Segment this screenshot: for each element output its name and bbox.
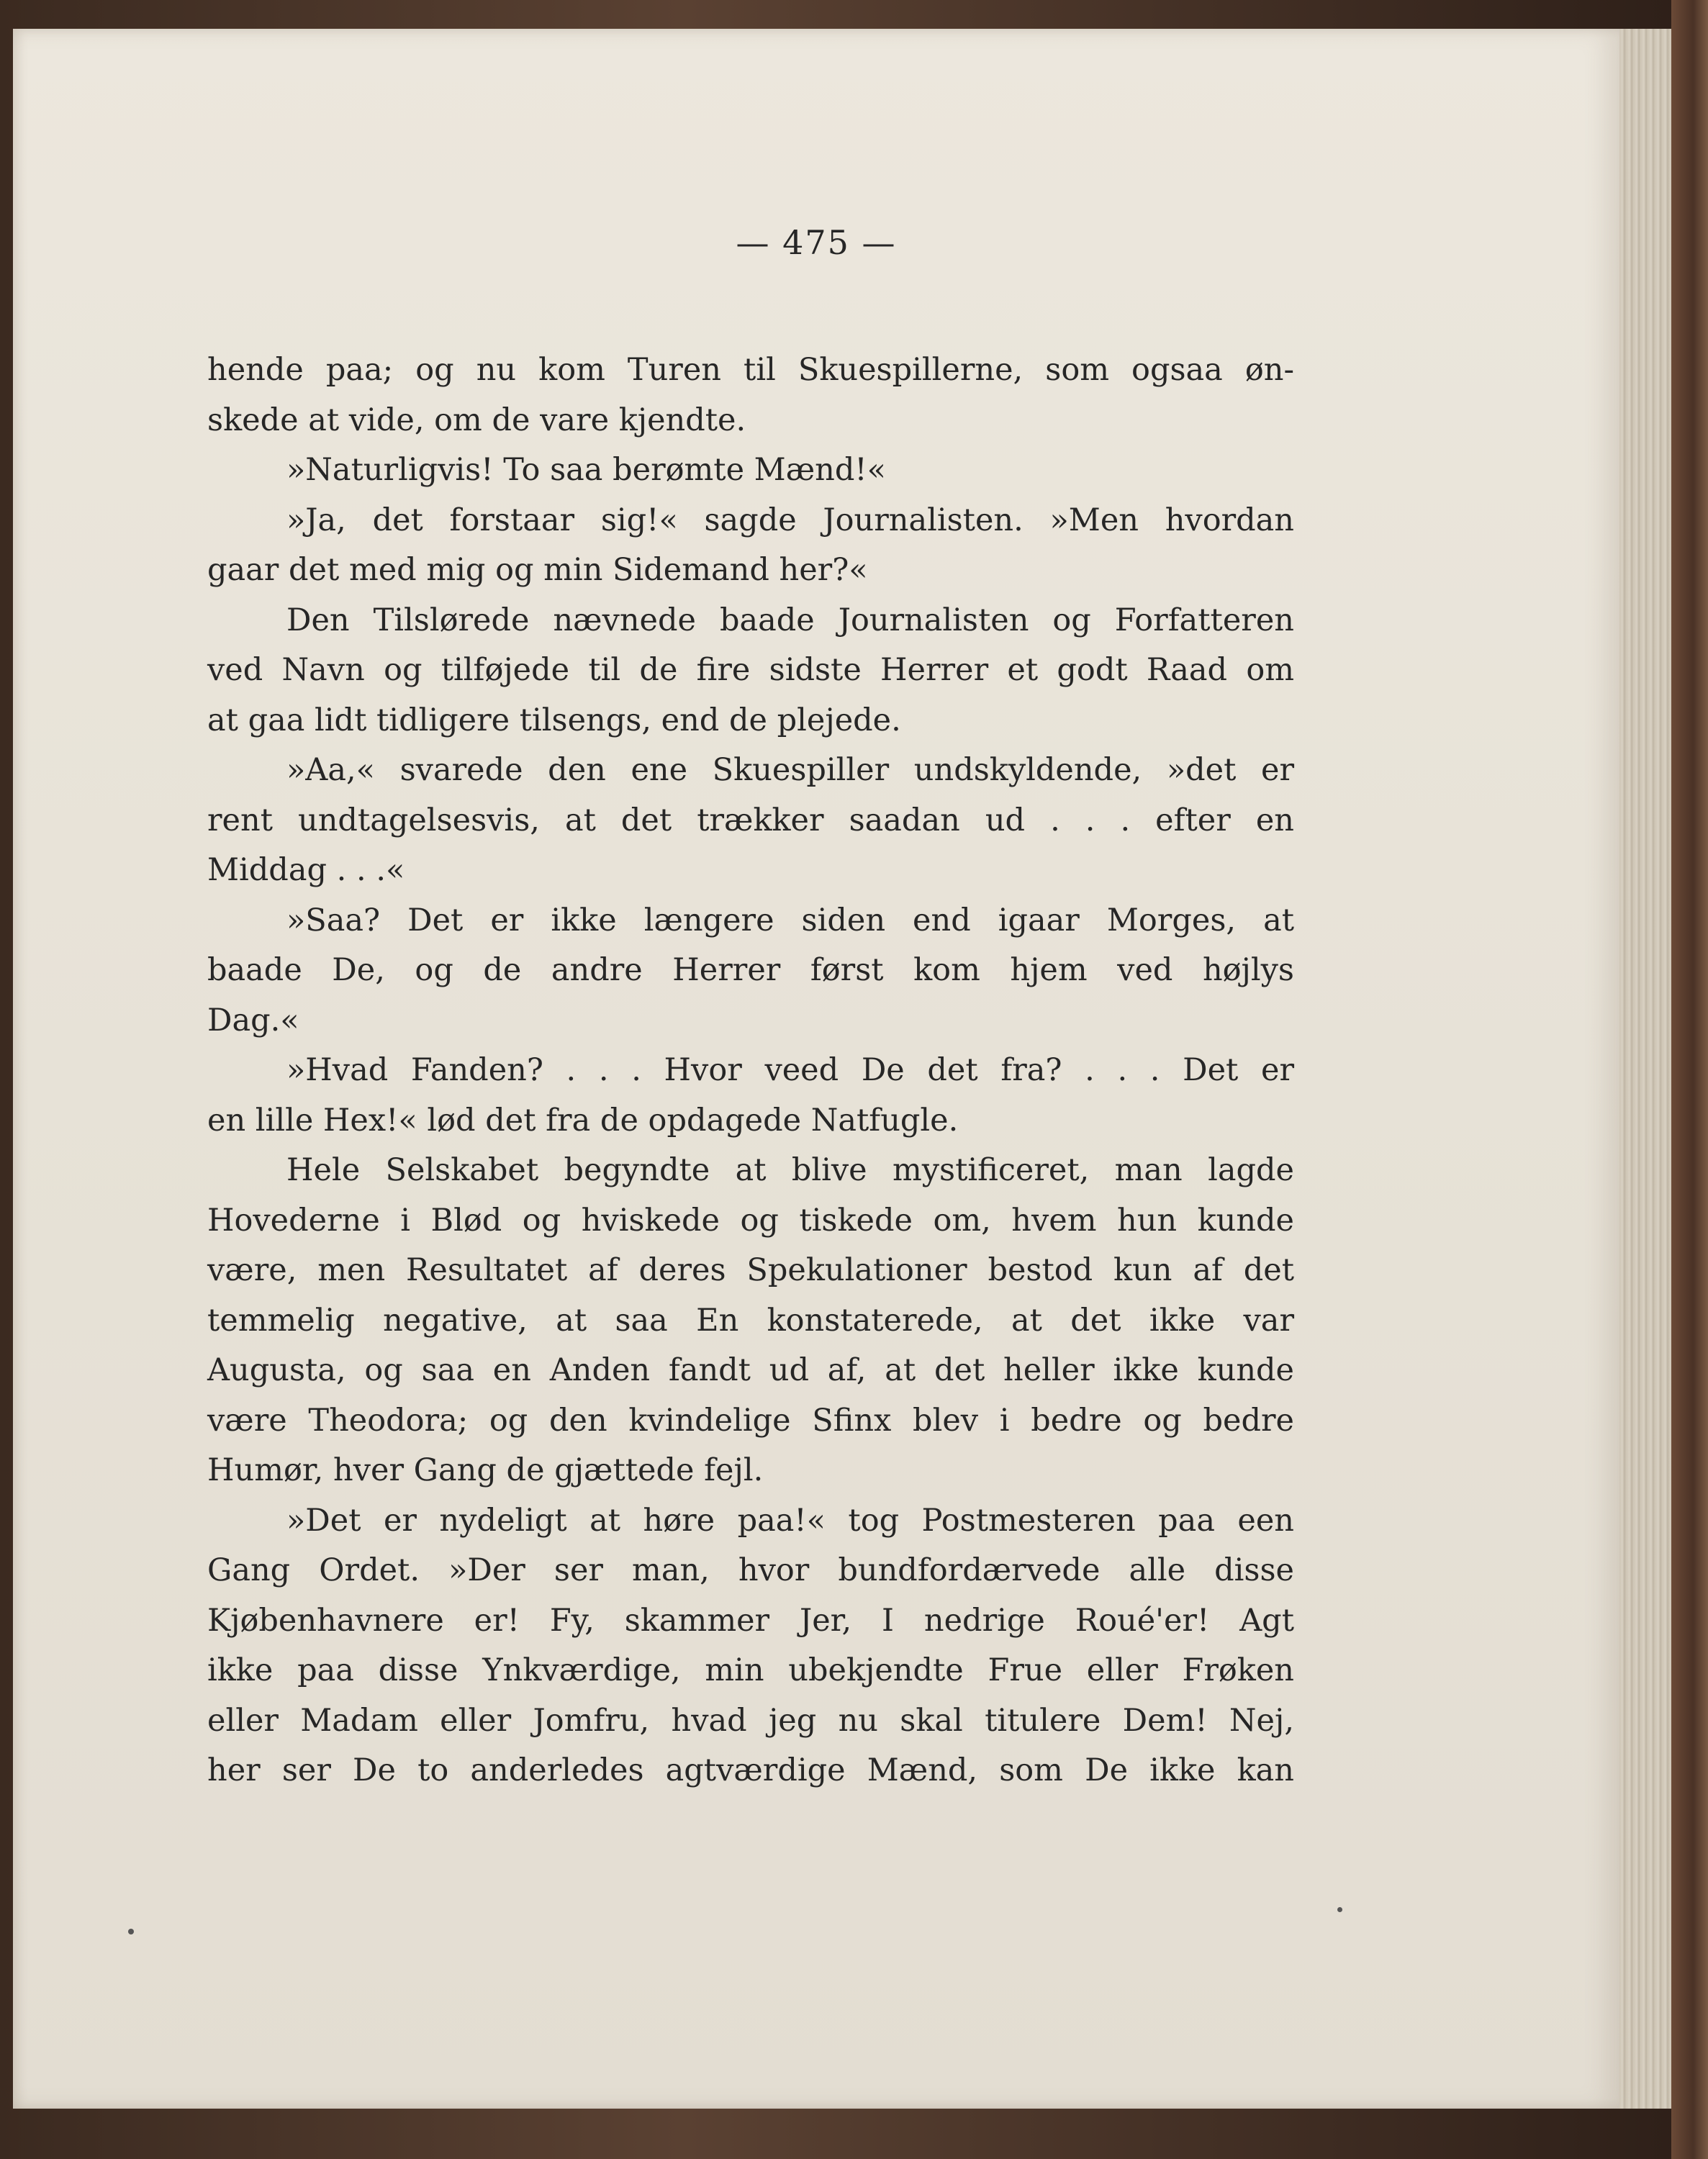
text-line: temmelig negative, at saa En konstaterede, at det ikke var (207, 1302, 1294, 1339)
page-stack-edge (1619, 29, 1671, 2109)
text-line: baade De, og de andre Herrer først kom hjem ved højlys (207, 952, 1294, 988)
text-line: Hovederne i Blød og hviskede og tiskede om, hvem hun kunde (207, 1202, 1294, 1239)
text-line: Kjøbenhavnere er! Fy, skammer Jer, I nedrige Roué'er! Agt (207, 1602, 1294, 1639)
paper-speck (1337, 1907, 1342, 1912)
text-line: være, men Resultatet af deres Spekulationer bestod kun af det (207, 1252, 1294, 1288)
text-line: Den Tilslørede nævnede baade Journalisten og Forfatteren (286, 602, 1294, 638)
paper-speck (128, 1929, 134, 1934)
text-line: skede at vide, om de vare kjendte. (207, 402, 746, 438)
text-line: Hele Selskabet begyndte at blive mystificeret, man lagde (286, 1152, 1294, 1188)
text-line: Gang Ordet. »Der ser man, hvor bundfordærvede alle disse (207, 1552, 1294, 1588)
text-line: eller Madam eller Jomfru, hvad jeg nu skal titulere Dem! Nej, (207, 1702, 1294, 1739)
text-line: gaar det med mig og min Sidemand her?« (207, 552, 868, 588)
text-line: »Aa,« svarede den ene Skuespiller undskyldende, »det er (286, 752, 1294, 788)
text-line: en lille Hex!« lød det fra de opdagede Natfugle. (207, 1102, 959, 1139)
text-line: »Det er nydeligt at høre paa!« tog Postmesteren paa een (286, 1502, 1294, 1539)
book-page (13, 29, 1619, 2109)
text-line: Augusta, og saa en Anden fandt ud af, at det heller ikke kunde (207, 1352, 1294, 1388)
text-line: her ser De to anderledes agtværdige Mænd, som De ikke kan (207, 1752, 1294, 1788)
text-line: Humør, hver Gang de gjættede fejl. (207, 1452, 764, 1488)
book-cover-edge (1671, 0, 1708, 2159)
text-line: »Saa? Det er ikke længere siden end igaar Morges, at (286, 902, 1294, 938)
text-line: være Theodora; og den kvindelige Sfinx blev i bedre og bedre (207, 1402, 1294, 1439)
text-line: »Hvad Fanden? . . . Hvor veed De det fra? . . . Det er (286, 1052, 1294, 1088)
text-line: »Ja, det forstaar sig!« sagde Journalisten. »Men hvordan (286, 502, 1294, 538)
text-line: Middag . . .« (207, 852, 405, 888)
page-number: — 475 — (736, 223, 897, 262)
text-line: »Naturligvis! To saa berømte Mænd!« (286, 452, 886, 488)
text-line: rent undtagelsesvis, at det trækker saadan ud . . . efter en (207, 802, 1294, 838)
text-line: at gaa lidt tidligere tilsengs, end de plejede. (207, 702, 901, 738)
text-line: Dag.« (207, 1002, 299, 1038)
text-line: ved Navn og tilføjede til de fire sidste Herrer et godt Raad om (207, 652, 1294, 688)
text-line: ikke paa disse Ynkværdige, min ubekjendte Frue eller Frøken (207, 1652, 1294, 1688)
text-line: hende paa; og nu kom Turen til Skuespillerne, som ogsaa øn- (207, 352, 1294, 388)
body-text (207, 345, 1294, 1796)
